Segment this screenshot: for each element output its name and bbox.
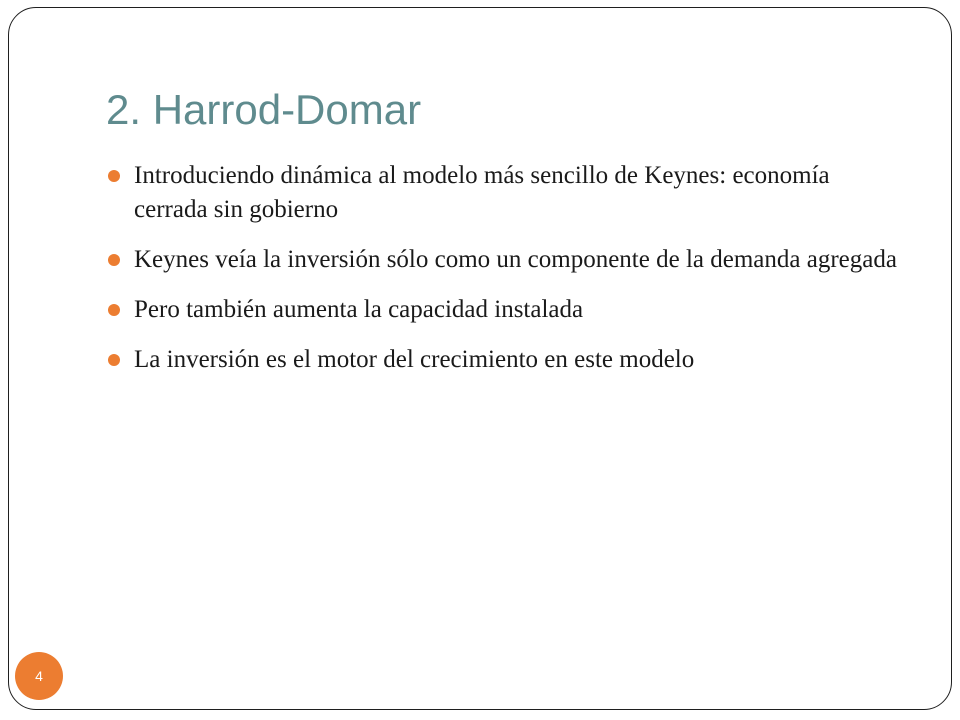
bullet-dot-icon [108,170,120,182]
bullet-text: La inversión es el motor del crecimiento en este modelo [134,346,695,373]
bullet-item [106,293,906,327]
bullet-text: Keynes veía la inversión sólo como un componente de la demanda agregada [134,246,897,273]
bullet-item [106,159,906,227]
bullet-item [106,243,906,277]
bullet-list [106,159,906,393]
bullet-text: Introduciendo dinámica al modelo más sencillo de Keynes: economía cerrada sin gobierno [134,162,830,223]
bullet-dot-icon [108,354,120,366]
page-number-badge [15,652,63,700]
bullet-dot-icon [108,304,120,316]
bullet-dot-icon [108,254,120,266]
slide-title: 2. Harrod-Domar [106,86,422,133]
bullet-text: Pero también aumenta la capacidad instalada [134,296,584,323]
bullet-item [106,343,906,377]
page-number: 4 [35,668,43,684]
